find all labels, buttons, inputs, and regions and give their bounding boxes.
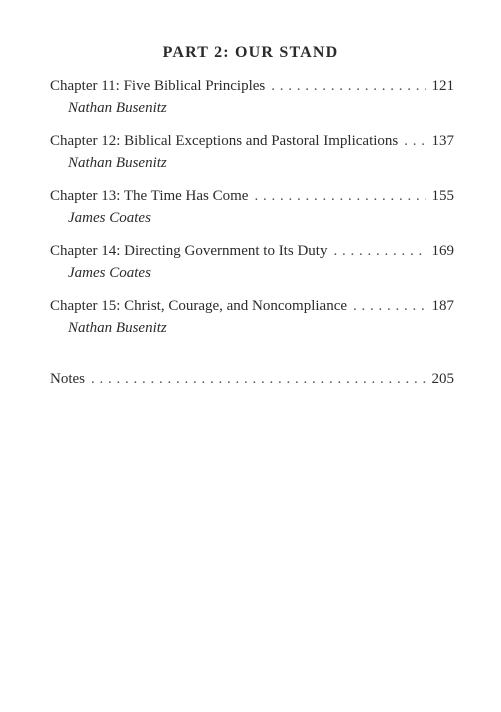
- chapter-title: Chapter 13: The Time Has Come: [50, 188, 249, 204]
- dot-leader: [404, 131, 425, 151]
- page-number: 169: [431, 243, 454, 259]
- page-number: 205: [431, 371, 454, 387]
- chapter-author: James Coates: [68, 210, 151, 226]
- toc-entry-chapter-12[interactable]: [50, 131, 454, 173]
- toc-entry-chapter-15[interactable]: [50, 296, 454, 338]
- toc-entry-notes[interactable]: [50, 369, 454, 389]
- dot-leader: [254, 186, 425, 206]
- notes-title: Notes: [50, 371, 85, 387]
- chapter-title: Chapter 14: Directing Government to Its Duty: [50, 243, 328, 259]
- page-number: 187: [431, 298, 454, 314]
- dot-leader: [271, 76, 425, 96]
- chapter-author: Nathan Busenitz: [68, 100, 167, 116]
- page-number: 121: [431, 78, 454, 94]
- chapter-author: Nathan Busenitz: [68, 320, 167, 336]
- dot-leader: [91, 369, 426, 389]
- chapter-title: Chapter 11: Five Biblical Principles: [50, 78, 266, 94]
- part-heading: PART 2: OUR STAND: [162, 44, 339, 61]
- toc-entry-chapter-14[interactable]: [50, 241, 454, 283]
- page-number: 155: [431, 188, 454, 204]
- dot-leader: [333, 241, 425, 261]
- toc-entry-chapter-13[interactable]: [50, 186, 454, 228]
- chapter-title: Chapter 15: Christ, Courage, and Noncompliance: [50, 298, 348, 314]
- page-number: 137: [431, 133, 454, 149]
- chapter-author: Nathan Busenitz: [68, 155, 167, 171]
- chapter-title: Chapter 12: Biblical Exceptions and Pastoral Implications: [50, 133, 399, 149]
- chapter-author: James Coates: [68, 265, 151, 281]
- dot-leader: [353, 296, 425, 316]
- toc-entry-chapter-11[interactable]: [50, 76, 454, 118]
